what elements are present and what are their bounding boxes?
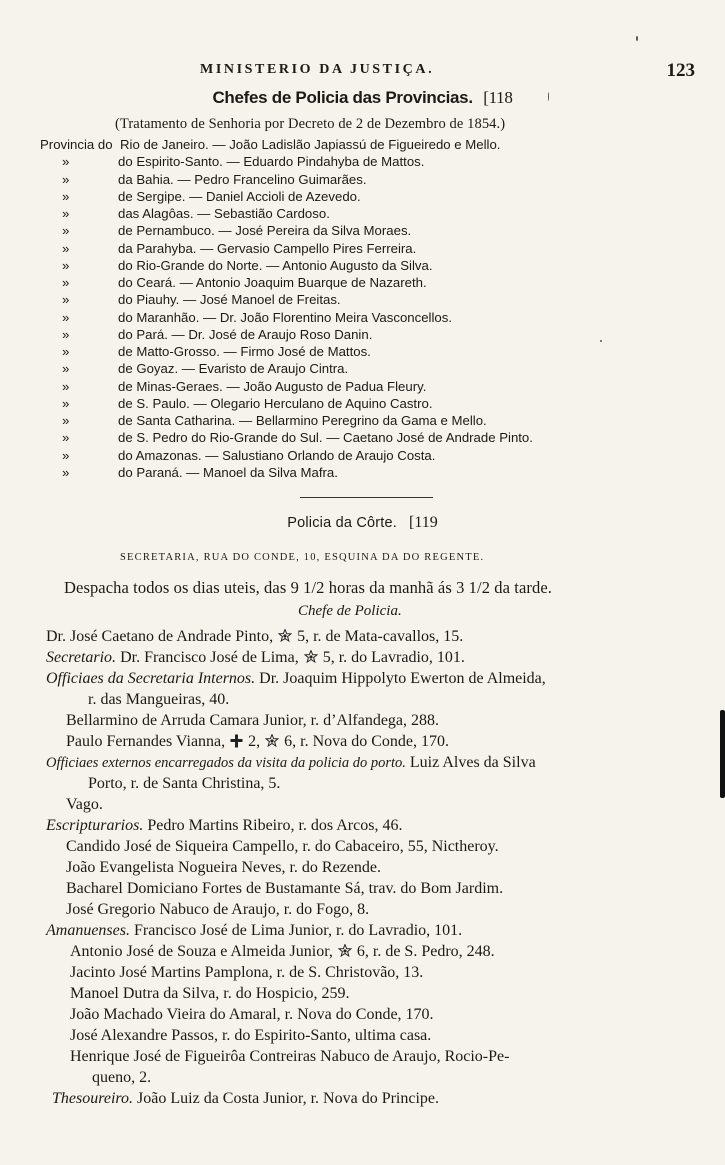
entry-joao-evangelista: João Evangelista Nogueira Neves, r. do Rezende. — [66, 859, 382, 876]
ditto-mark: » — [62, 395, 70, 411]
province-chief: de Sergipe. — Daniel Accioli de Azevedo. — [118, 188, 361, 204]
entry-vago: Vago. — [66, 796, 103, 813]
secretariat-address: SECRETARIA, RUA DO CONDE, 10, ESQUINA DA DO REGENTE. — [120, 552, 485, 563]
entry-escripturarios: Escripturarios. Pedro Martins Ribeiro, r. dos Arcos, 46. — [46, 817, 403, 834]
ditto-mark: » — [62, 171, 70, 187]
entry-officiaes-externos: Officiaes externos encarregados da visita da policia do porto. Luiz Alves da Silva — [46, 754, 536, 771]
province-chief: do Ceará. — Antonio Joaquim Buarque de Nazareth. — [118, 275, 427, 290]
entry-henrique: Henrique José de Figueirôa Contreiras Nabuco de Araujo, Rocio-Pe- — [70, 1048, 510, 1065]
province-row — [40, 291, 700, 308]
ditto-mark: » — [62, 257, 70, 273]
province-row — [40, 205, 700, 222]
province-chief: do Maranhão. — Dr. João Florentino Meira Vasconcellos. — [118, 309, 453, 325]
ditto-mark: » — [62, 326, 70, 342]
province-row — [40, 274, 700, 291]
province-label: Provincia do — [40, 137, 113, 152]
ditto-mark: » — [62, 188, 70, 204]
entry-chefe: Dr. José Caetano de Andrade Pinto, 5, r. de Mata-cavallos, 15. — [46, 628, 464, 645]
rose-order-star-icon — [278, 629, 292, 643]
entry-officiaes-internos: Officiaes da Secretaria Internos. Dr. Joaquim Hippolyto Ewerton de Almeida, — [46, 670, 546, 687]
office-hours: Despacha todos os dias uteis, das 9 1/2 horas da manhã ás 3 1/2 da tarde. — [64, 578, 552, 597]
running-header — [0, 58, 725, 86]
entry-jose-gregorio: José Gregorio Nabuco de Araujo, r. do Fogo, 8. — [66, 901, 370, 918]
section-title: Chefes de Policia das Provincias. — [212, 88, 473, 107]
province-chief: de Minas-Geraes. — João Augusto de Padua Fleury. — [118, 378, 427, 394]
scan-edge-mark — [720, 710, 725, 798]
entry-candido: Candido José de Siqueira Campello, r. do Cabaceiro, 55, Nictheroy. — [66, 838, 499, 855]
running-title: MINISTERIO DA JUSTIÇA. — [200, 62, 435, 77]
province-chief: do Paraná. — Manoel da Silva Mafra. — [118, 464, 338, 480]
province-row — [40, 447, 700, 464]
section-number: [119 — [409, 514, 438, 531]
ditto-mark: » — [62, 223, 70, 239]
ditto-mark: » — [62, 464, 70, 480]
ditto-mark: » — [62, 447, 70, 463]
provinces-list — [40, 136, 700, 481]
scan-speck — [600, 340, 602, 342]
entry-thesoureiro: Thesoureiro. João Luiz da Costa Junior, r. Nova do Principe. — [52, 1090, 440, 1107]
rose-order-star-icon — [338, 944, 352, 958]
entry-bacharel: Bacharel Domiciano Fortes de Bustamante Sá, trav. do Bom Jardim. — [66, 880, 504, 897]
province-row — [40, 188, 700, 205]
province-row — [40, 429, 700, 446]
province-chief: de Santa Catharina. — Bellarmino Peregrino da Gama e Mello. — [118, 413, 487, 428]
province-row — [40, 240, 700, 257]
province-row — [40, 222, 700, 239]
section-heading-provincias — [0, 88, 725, 108]
ditto-mark: » — [62, 413, 70, 428]
province-chief: do Rio-Grande do Norte. — Antonio Augusto da Silva. — [118, 257, 433, 273]
province-chief: da Bahia. — Pedro Francelino Guimarães. — [118, 171, 367, 187]
province-row — [40, 153, 700, 170]
province-row — [40, 378, 700, 395]
entry-manoel: Manoel Dutra da Silva, r. do Hospicio, 259. — [70, 985, 350, 1002]
province-row — [40, 309, 700, 326]
province-row — [40, 395, 700, 412]
province-chief: de Pernambuco. — José Pereira da Silva Moraes. — [118, 223, 412, 239]
ditto-mark: » — [62, 378, 70, 394]
entry-amanuenses: Amanuenses. Francisco José de Lima Junior, r. do Lavradio, 101. — [46, 922, 463, 939]
ditto-mark: » — [62, 344, 70, 359]
province-row — [40, 343, 700, 360]
province-row — [40, 360, 700, 377]
province-chief: de Goyaz. — Evaristo de Araujo Cintra. — [118, 361, 349, 377]
section-title: Policia da Côrte. — [287, 515, 398, 531]
entry-officiaes-externos-cont: Porto, r. de Santa Christina, 5. — [88, 775, 281, 792]
scan-speck — [548, 92, 549, 101]
entry-paulo: Paulo Fernandes Vianna, 2, 6, r. Nova do Conde, 170. — [66, 733, 450, 750]
province-chief: Rio de Janeiro. — João Ladislão Japiassú de Figueiredo e Mello. — [120, 137, 501, 152]
entry-jose-alexandre: José Alexandre Passos, r. do Espirito-Santo, ultima casa. — [70, 1027, 432, 1044]
ditto-mark: » — [62, 240, 70, 256]
ditto-mark: » — [62, 292, 70, 308]
province-row — [40, 464, 700, 481]
province-chief: de Matto-Grosso. — Firmo José de Mattos. — [118, 344, 371, 359]
province-row — [40, 136, 700, 153]
entry-antonio: Antonio José de Souza e Almeida Junior, 6, r. de S. Pedro, 248. — [70, 943, 495, 960]
entry-jacinto: Jacinto José Martins Pamplona, r. de S. Christovão, 13. — [70, 964, 424, 981]
entry-joao-machado: João Machado Vieira do Amaral, r. Nova do Conde, 170. — [70, 1006, 434, 1023]
scan-speck — [636, 36, 638, 41]
entry-bellarmino: Bellarmino de Arruda Camara Junior, r. d’Alfandega, 288. — [66, 712, 440, 729]
ditto-mark: » — [62, 154, 70, 170]
province-row — [40, 257, 700, 274]
treatment-note: (Tratamento de Senhoria por Decreto de 2 de Dezembro de 1854.) — [115, 116, 506, 132]
ditto-mark: » — [62, 275, 70, 290]
rose-order-star-icon — [304, 650, 318, 664]
entry-officiaes-internos-cont: r. das Mangueiras, 40. — [88, 691, 230, 708]
province-chief: do Espirito-Santo. — Eduardo Pindahyba de Mattos. — [118, 154, 425, 170]
province-chief: do Piauhy. — José Manoel de Freitas. — [118, 292, 341, 308]
province-chief: de S. Paulo. — Olegario Herculano de Aquino Castro. — [118, 395, 433, 411]
ditto-mark: » — [62, 309, 70, 325]
ditto-mark: » — [62, 206, 70, 221]
chief-heading: Chefe de Policia. — [298, 603, 402, 619]
province-chief: da Parahyba. — Gervasio Campello Pires Ferreira. — [118, 240, 417, 256]
entry-secretario: Secretario. Dr. Francisco José de Lima, 5, r. do Lavradio, 101. — [46, 649, 465, 666]
province-row — [40, 171, 700, 188]
christ-order-cross-icon — [230, 734, 243, 748]
page-number: 123 — [666, 60, 695, 81]
entry-henrique-cont: queno, 2. — [92, 1069, 152, 1086]
ditto-mark: » — [62, 361, 70, 377]
section-divider — [300, 497, 433, 498]
rose-order-star-icon — [265, 734, 279, 748]
section-heading-corte — [0, 514, 725, 532]
province-chief: de S. Pedro do Rio-Grande do Sul. — Caetano José de Andrade Pinto. — [118, 430, 533, 446]
province-chief: do Pará. — Dr. José de Araujo Roso Danin. — [118, 326, 373, 342]
section-number: [118 — [483, 88, 513, 107]
province-row — [40, 412, 700, 429]
province-chief: do Amazonas. — Salustiano Orlando de Araujo Costa. — [118, 447, 436, 463]
province-chief: das Alagôas. — Sebastião Cardoso. — [118, 206, 330, 221]
ditto-mark: » — [62, 430, 70, 446]
